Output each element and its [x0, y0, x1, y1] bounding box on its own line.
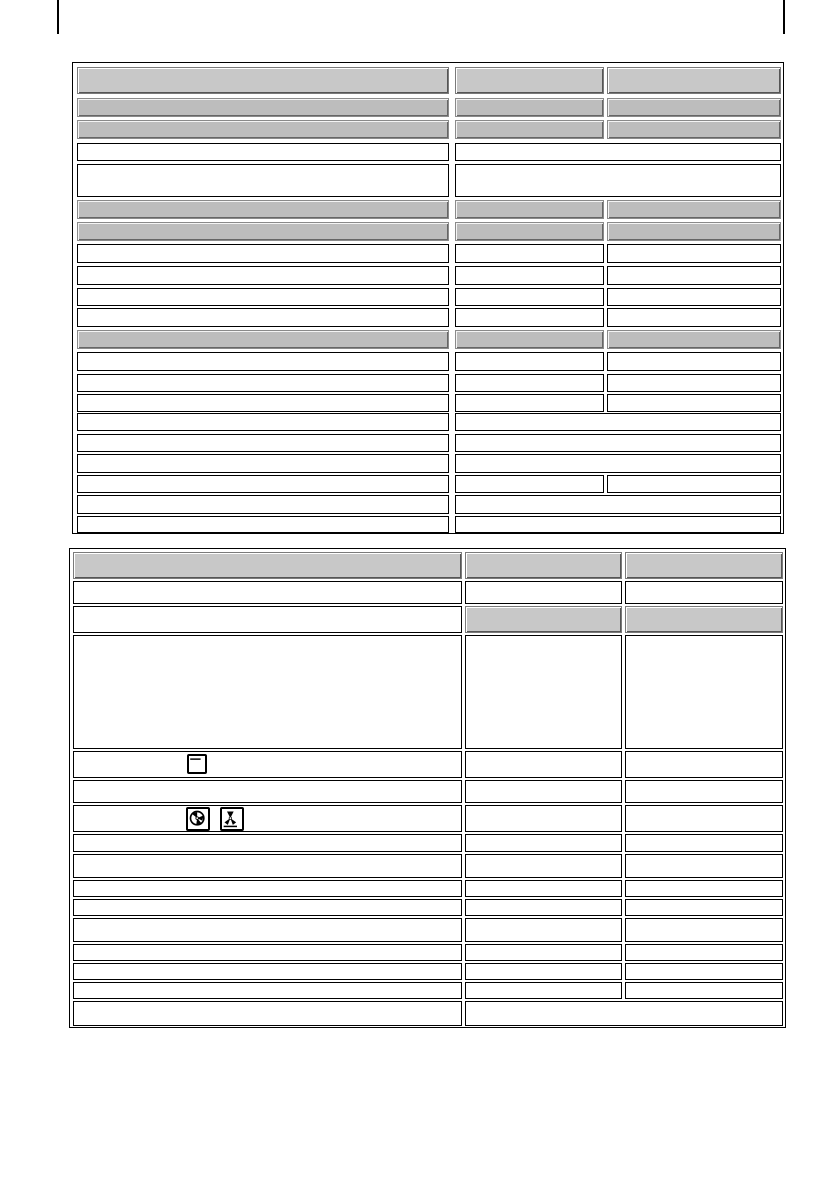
table2-cell: [465, 606, 622, 633]
table2-cell: [465, 899, 622, 916]
table2-cell: [465, 581, 622, 604]
table2-cell: [73, 899, 462, 916]
table1-cell: [455, 495, 781, 514]
table1-cell: [77, 413, 449, 431]
table1-cell: [455, 374, 604, 392]
spec-table-1: [72, 62, 784, 534]
table1-cell: [455, 394, 604, 412]
crop-mark-left: [57, 0, 59, 34]
table1-cell: [607, 374, 781, 392]
table1-cell: [607, 200, 781, 219]
table1-cell: [607, 266, 781, 285]
table1-cell: [455, 120, 604, 139]
table1-cell: [77, 495, 449, 514]
table1-cell: [77, 67, 449, 94]
table2-cell: [625, 805, 783, 832]
table1-cell: [607, 330, 781, 349]
table2-cell: [73, 854, 462, 878]
table2-cell: [73, 780, 462, 803]
table1-cell: [455, 434, 781, 452]
table2-cell: [625, 899, 783, 916]
table1-cell: [455, 164, 781, 197]
table1-cell: [77, 308, 449, 327]
table1-cell: [607, 475, 781, 493]
table1-cell: [455, 98, 604, 117]
table1-cell: [77, 394, 449, 412]
table1-cell: [77, 288, 449, 306]
table2-cell: [73, 918, 462, 942]
table2-cell: [625, 982, 783, 999]
table2-cell: [465, 780, 622, 803]
table1-cell: [77, 120, 449, 139]
table2-cell: [465, 552, 622, 579]
crop-mark-right: [783, 0, 785, 34]
table1-cell: [77, 200, 449, 219]
table1-cell: [607, 244, 781, 263]
table1-cell: [607, 394, 781, 412]
table1-cell: [607, 352, 781, 371]
table2-cell: [73, 581, 462, 604]
table1-cell: [455, 222, 604, 241]
table2-cell: [625, 552, 783, 579]
table2-cell: [625, 963, 783, 980]
table1-cell: [77, 434, 449, 452]
table1-cell: [77, 352, 449, 371]
table2-cell: [73, 944, 462, 961]
table2-cell: [465, 805, 622, 832]
table1-cell: [607, 120, 781, 139]
table2-cell: [465, 751, 622, 778]
spec-table-2: [69, 548, 786, 1028]
table1-cell: [455, 413, 781, 431]
table2-cell: [73, 982, 462, 999]
table1-cell: [455, 516, 781, 533]
table2-cell: [465, 944, 622, 961]
table1-cell: [77, 330, 449, 349]
table1-cell: [455, 266, 604, 285]
bottom-fan-icon: [220, 807, 244, 831]
table2-cell: [465, 635, 622, 749]
table2-cell: [73, 880, 462, 897]
table1-cell: [455, 67, 604, 94]
table2-cell: [625, 751, 783, 778]
table1-cell: [77, 143, 449, 161]
table2-cell: [465, 880, 622, 897]
table1-cell: [607, 308, 781, 327]
table1-cell: [77, 244, 449, 263]
table1-cell: [455, 454, 781, 473]
table2-cell: [465, 854, 622, 878]
table1-cell: [77, 98, 449, 117]
fan-heating-icon: [186, 807, 210, 831]
table1-cell: [77, 374, 449, 392]
table1-cell: [455, 244, 604, 263]
table1-cell: [607, 67, 781, 94]
table1-cell: [77, 222, 449, 241]
table1-cell: [607, 288, 781, 306]
table2-cell: [625, 635, 783, 749]
table2-cell: [625, 918, 783, 942]
table2-cell: [625, 581, 783, 604]
table2-cell: [73, 552, 462, 579]
table2-cell: [73, 963, 462, 980]
table2-cell: [625, 834, 783, 852]
table2-cell: [625, 880, 783, 897]
table2-cell: [73, 751, 462, 778]
table2-cell: [625, 606, 783, 633]
table2-cell: [465, 982, 622, 999]
table1-cell: [455, 475, 604, 493]
table1-cell: [607, 98, 781, 117]
table2-cell: [73, 606, 462, 633]
oven-window-icon: [187, 754, 207, 774]
table1-cell: [77, 266, 449, 285]
table1-cell: [455, 143, 781, 161]
table1-cell: [455, 352, 604, 371]
table2-cell: [73, 1001, 462, 1026]
table2-cell: [625, 944, 783, 961]
table2-cell: [73, 834, 462, 852]
table2-cell: [465, 963, 622, 980]
table1-cell: [455, 330, 604, 349]
table2-cell: [73, 805, 462, 832]
table2-cell: [625, 854, 783, 878]
table1-cell: [607, 222, 781, 241]
table2-cell: [625, 780, 783, 803]
table2-cell: [73, 635, 462, 749]
table1-cell: [77, 164, 449, 197]
table1-cell: [77, 475, 449, 493]
table1-cell: [455, 200, 604, 219]
table2-cell: [465, 918, 622, 942]
table2-cell: [465, 834, 622, 852]
table1-cell: [77, 454, 449, 473]
table1-cell: [455, 288, 604, 306]
table2-cell: [465, 1001, 783, 1026]
table1-cell: [455, 308, 604, 327]
table1-cell: [77, 516, 449, 533]
